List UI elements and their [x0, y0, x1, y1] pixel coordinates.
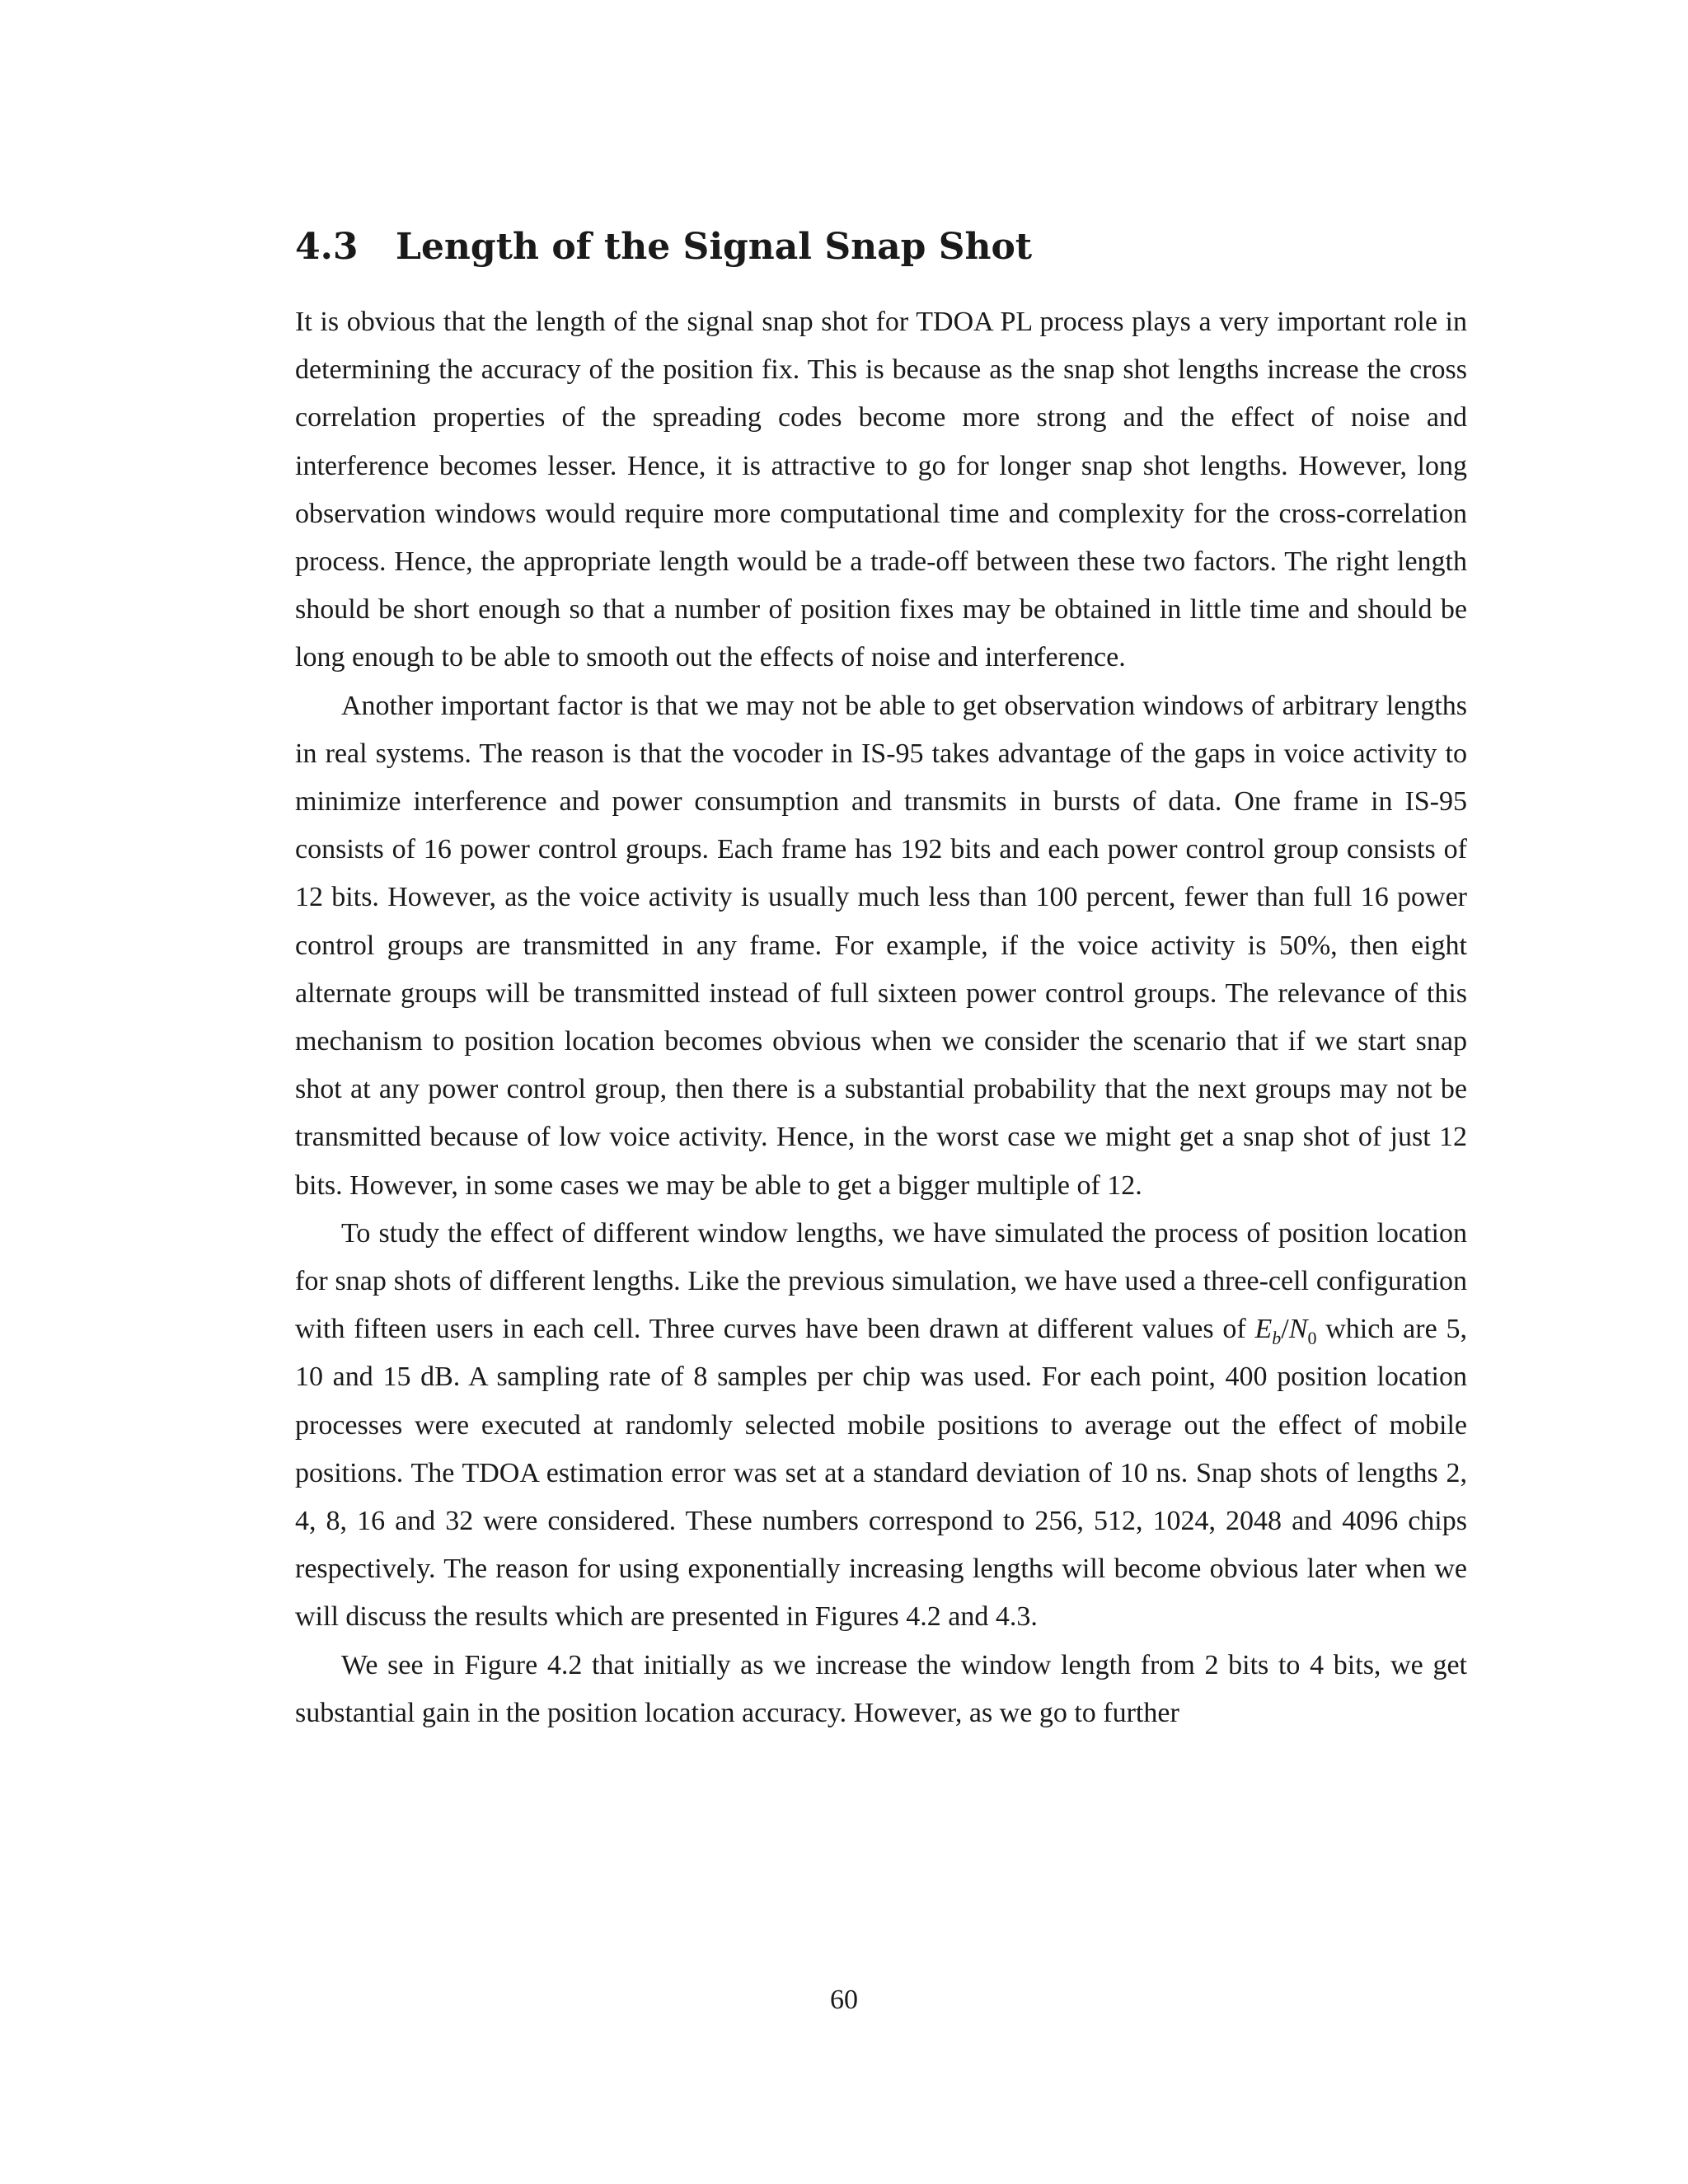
paragraph-4: We see in Figure 4.2 that initially as we increase the window length from 2 bits to 4 bits, we get substantial gain in the position location accuracy. However, as we go to further [295, 1649, 1467, 1728]
section-title: Length of the Signal Snap Shot [396, 226, 1033, 268]
paragraph-3-text-before: To study the effect of different window lengths, we have simulated the process of position location for snap shots of different lengths. Like the previous simulation, we have used a three-cell configuration with fifteen users in each cell. Three curves have been drawn at different values of [295, 1217, 1467, 1345]
math-n: N [1288, 1314, 1308, 1345]
math-sub-0: 0 [1307, 1328, 1317, 1349]
paragraph-3-text-after: which are 5, 10 and 15 dB. A sampling rate of 8 samples per chip was used. For each point, 400 position location processes were executed at randomly selected mobile positions to average out the effect of mobile positions. The TDOA estimation error was set at a standard deviation of 10 ns. Snap shots of lengths 2, 4, 8, 16 and 32 were considered. These numbers correspond to 256, 512, 1024, 2048 and 4096 chips respectively. The reason for using exponentially increasing lengths will become obvious later when we will discuss the results which are presented in Figures 4.2 and 4.3. [295, 1314, 1467, 1633]
section-number: 4.3 [295, 226, 359, 268]
paragraph-3 [295, 1210, 1467, 1642]
paragraph-1: It is obvious that the length of the signal snap shot for TDOA PL process plays a very important role in determining the accuracy of the position fix. This is because as the snap shot lengths increase the cross correlation properties of the spreading codes become more strong and the effect of noise and interference becomes lesser. Hence, it is attractive to go for longer snap shot lengths. However, long observation windows would require more computational time and complexity for the cross-correlation process. Hence, the appropriate length would be a trade-off between these two factors. The right length should be short enough so that a number of position fixes may be obtained in little time and should be long enough to be able to smooth out the effects of noise and interference. [295, 307, 1467, 673]
page-number: 60 [830, 1985, 858, 2015]
page-content [295, 223, 1467, 1737]
paragraph-2: Another important factor is that we may not be able to get observation windows of arbitrary lengths in real systems. The reason is that the vocoder in IS-95 takes advantage of the gaps in voice activity to minimize interference and power consumption and transmits in bursts of data. One frame in IS-95 consists of 16 power control groups. Each frame has 192 bits and each power control group consists of 12 bits. However, as the voice activity is usually much less than 100 percent, fewer than full 16 power control groups are transmitted in any frame. For example, if the voice activity is 50%, then eight alternate groups will be transmitted instead of full sixteen power control groups. The relevance of this mechanism to position location becomes obvious when we consider the scenario that if we start snap shot at any power control group, then there is a substantial probability that the next groups may not be transmitted because of low voice activity. Hence, in the worst case we might get a snap shot of just 12 bits. However, in some cases we may be able to get a bigger multiple of 12. [295, 690, 1467, 1201]
math-slash: / [1281, 1314, 1289, 1345]
eb-n0-expression [1254, 1314, 1317, 1349]
math-sub-b: b [1272, 1328, 1282, 1349]
math-e: E [1254, 1314, 1273, 1345]
section-heading [295, 223, 1467, 272]
